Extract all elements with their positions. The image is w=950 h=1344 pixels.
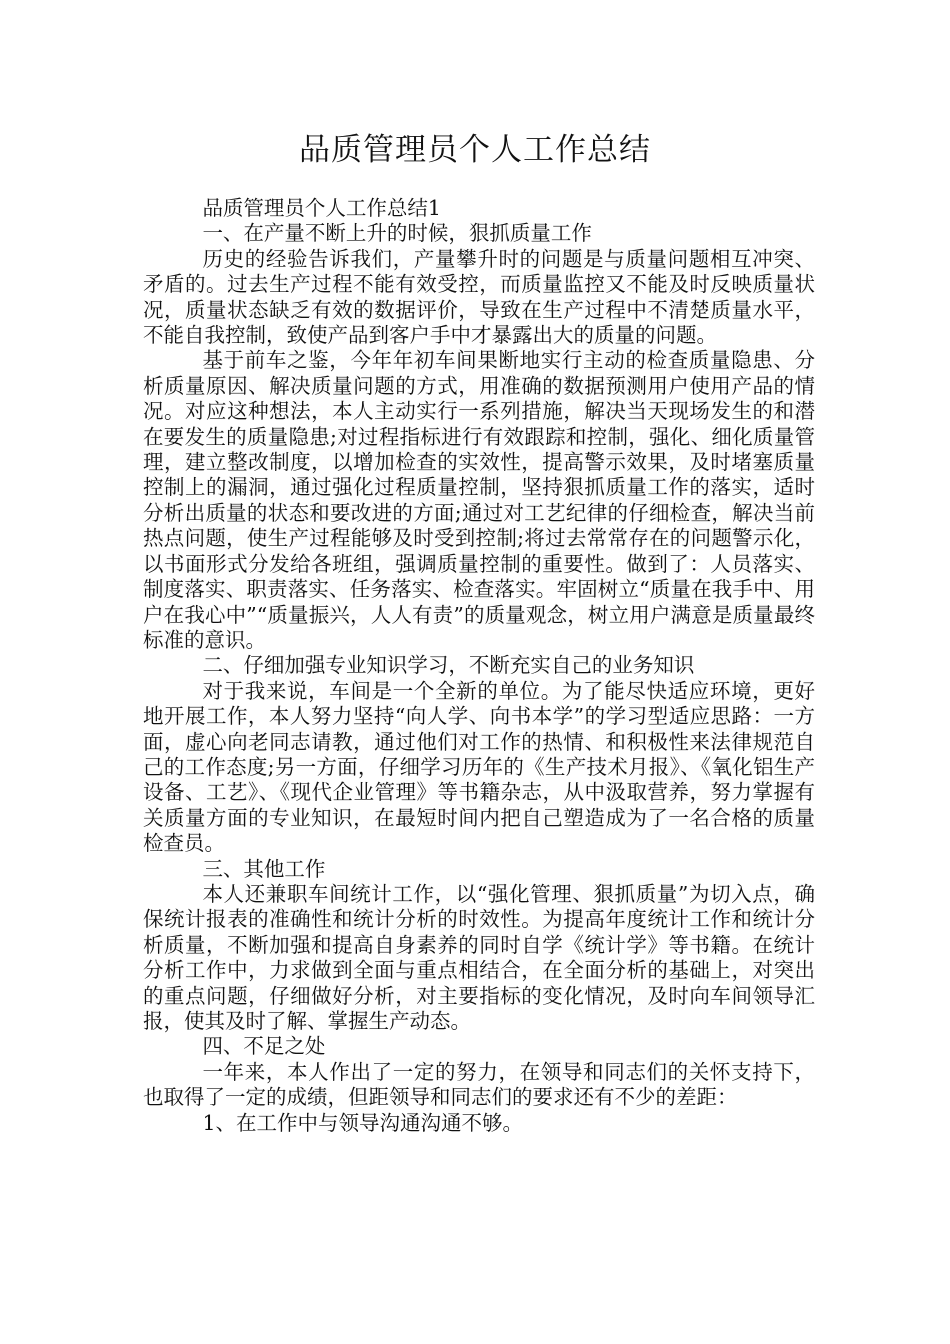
- section-heading-3: 三、其他工作: [202, 856, 326, 881]
- paragraph: 历史的经验告诉我们，产量攀升时的问题是与质量问题相互冲突、矛盾的。过去生产过程不能有效受控，而质量监控又不能及时反映质量状况，质量状态缺乏有效的数据评价，导致在生产过程中不清楚质量水平，不能自我控制，致使产品到客户手中才暴露出大的质量的问题。: [143, 246, 815, 348]
- section-heading-1: 一、在产量不断上升的时候，狠抓质量工作: [202, 221, 592, 246]
- paragraph: 对于我来说，车间是一个全新的单位。为了能尽快适应环境，更好地开展工作，本人努力坚持“向人学、向书本学”的学习型适应思路：一方面，虚心向老同志请教，通过他们对工作的热情、和积极性来法律规范自己的工作态度;另一方面，仔细学习历年的《生产技术月报》、《氧化铝生产设备、工艺》、《现代企业管理》等书籍杂志，从中汲取营养，努力掌握有关质量方面的专业知识，在最短时间内把自己塑造成为了一名合格的质量检查员。: [143, 678, 815, 856]
- section-heading-4: 四、不足之处: [202, 1034, 326, 1059]
- section-heading-2: 二、仔细加强专业知识学习，不断充实自己的业务知识: [202, 653, 695, 678]
- document-title: 品质管理员个人工作总结: [299, 132, 651, 168]
- section-subtitle: 品质管理员个人工作总结1: [202, 196, 441, 220]
- paragraph: 一年来，本人作出了一定的努力，在领导和同志们的关怀支持下，也取得了一定的成绩，但距领导和同志们的要求还有不少的差距：: [143, 1059, 815, 1110]
- document-body: [143, 196, 815, 1136]
- paragraph: 基于前车之鉴，今年年初车间果断地实行主动的检查质量隐患、分析质量原因、解决质量问题的方式，用准确的数据预测用户使用产品的情况。对应这种想法，本人主动实行一系列措施，解决当天现场发生的和潜在要发生的质量隐患;对过程指标进行有效跟踪和控制，强化、细化质量管理，建立整改制度，以增加检查的实效性，提高警示效果，及时堵塞质量控制上的漏洞，通过强化过程质量控制，坚持狠抓质量工作的落实，适时分析出质量的状态和要改进的方面;通过对工艺纪律的仔细检查，解决当前热点问题，使生产过程能够及时受到控制;将过去常常存在的问题警示化，以书面形式分发给各班组，强调质量控制的重要性。做到了：人员落实、制度落实、职责落实、任务落实、检查落实。牢固树立“质量在我手中、用户在我心中”“质量振兴，人人有责”的质量观念，树立用户满意是质量最终标准的意识。: [143, 348, 815, 652]
- list-item: 1、在工作中与领导沟通沟通不够。: [202, 1110, 523, 1135]
- paragraph: 本人还兼职车间统计工作，以“强化管理、狠抓质量”为切入点，确保统计报表的准确性和统计分析的时效性。为提高年度统计工作和统计分析质量，不断加强和提高自身素养的同时自学《统计学》等书籍。在统计分析工作中，力求做到全面与重点相结合，在全面分析的基础上，对突出的重点问题，仔细做好分析，对主要指标的变化情况，及时向车间领导汇报，使其及时了解、掌握生产动态。: [143, 881, 815, 1033]
